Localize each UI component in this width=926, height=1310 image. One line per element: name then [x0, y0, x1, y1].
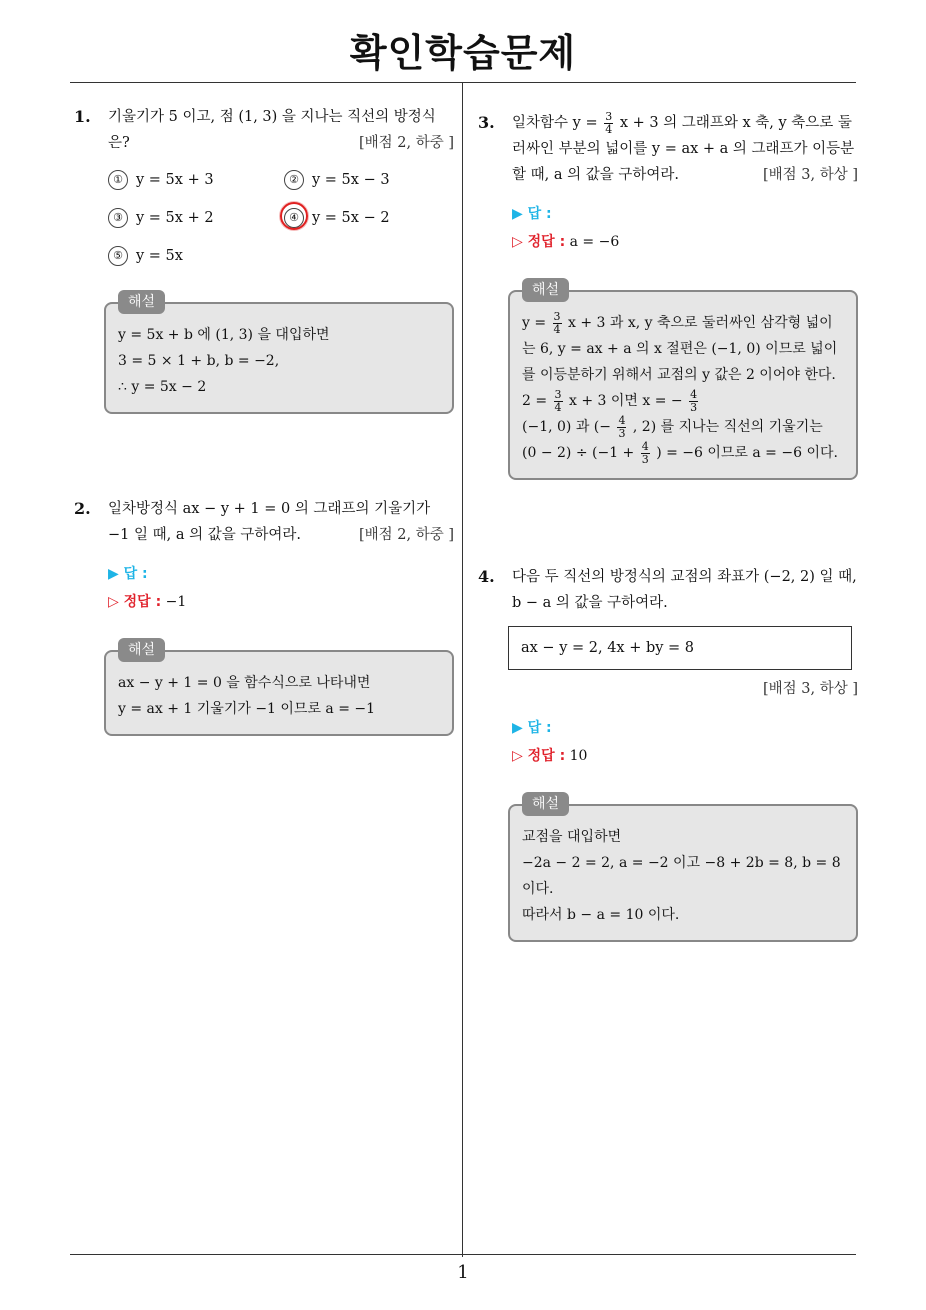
solution-box: [508, 282, 858, 480]
solution-line: 교점을 대입하면: [522, 829, 622, 845]
answer-area: [108, 560, 454, 616]
choice-3[interactable]: [108, 206, 284, 230]
solution-line: ax − y + 1 = 0 을 함수식으로 나타내면: [118, 675, 371, 691]
choice-text: y = 5x − 3: [312, 172, 390, 188]
solution-tab: 해설: [118, 638, 165, 662]
solution-box: [508, 796, 858, 942]
choice-number: ④: [284, 208, 304, 228]
choice-list: [108, 168, 454, 268]
answer-label: ▶ 답 :: [512, 206, 552, 222]
question-1: [74, 104, 454, 414]
top-rule: [70, 82, 856, 83]
question-number: 4.: [478, 567, 495, 586]
correct-value: a = −6: [569, 234, 620, 250]
solution-line: y = ax + 1 기울기가 −1 이므로 a = −1: [118, 701, 376, 717]
solution-line: 2 = $\frac{3}{4}$ x + 3 이면 x = − $\frac{4}{3}$: [522, 387, 698, 414]
question-text: 다음 두 직선의 방정식의 교점의 좌표가 (−2, 2) 일 때, b − a 의 값을 구하여라.: [512, 569, 857, 611]
correct-label: ▷ 정답 :: [512, 234, 566, 250]
question-2: [74, 496, 454, 736]
answer-area: [512, 200, 858, 256]
choice-2[interactable]: [284, 168, 460, 192]
solution-line: −2a − 2 = 2, a = −2 이고 −8 + 2b = 8, b = 8: [522, 855, 841, 871]
choice-number: ②: [284, 170, 304, 190]
question-number: 1.: [74, 107, 91, 126]
score-meta: [배점 2, 하중 ]: [358, 527, 454, 543]
question-text: 기울기가 5 이고, 점 (1, 3) 을 지나는 직선의 방정식은?: [108, 109, 436, 151]
choice-1[interactable]: [108, 168, 284, 192]
correct-label: ▷ 정답 :: [512, 748, 566, 764]
solution-line: y = 5x + b 에 (1, 3) 을 대입하면: [118, 327, 330, 343]
correct-answer-mark-icon: [280, 202, 308, 230]
question-number: 3.: [478, 113, 495, 132]
score-meta: [배점 3, 하상 ]: [762, 167, 858, 183]
correct-value: 10: [569, 748, 588, 764]
correct-label: ▷ 정답 :: [108, 594, 162, 610]
solution-tab: 해설: [522, 278, 569, 302]
choice-text: y = 5x: [136, 248, 183, 264]
right-column: [478, 110, 858, 942]
question-text: 일차방정식 ax − y + 1 = 0 의 그래프의 기울기가 −1 일 때, a 의 값을 구하여라.: [108, 501, 431, 543]
solution-line: 따라서 b − a = 10 이다.: [522, 907, 680, 923]
left-column: [74, 104, 454, 736]
score-meta: [배점 3, 하상 ]: [762, 681, 858, 697]
solution-box: [104, 642, 454, 736]
equation-box: ax − y = 2, 4x + by = 8: [508, 626, 852, 670]
fraction: $\frac{3}{4}$: [605, 109, 613, 136]
column-divider: [462, 82, 463, 1257]
solution-line: (0 − 2) ÷ (−1 + $\frac{4}{3}$ ) = −6 이므로 a = −6 이다.: [522, 439, 838, 466]
solution-box: [104, 294, 454, 414]
page-number: 1: [457, 1262, 469, 1283]
solution-tab: 해설: [118, 290, 165, 314]
score-meta: [배점 2, 하중 ]: [358, 135, 454, 151]
bottom-rule: [70, 1254, 856, 1255]
solution-line: (−1, 0) 과 (− $\frac{4}{3}$ , 2) 를 지나는 직선의 기울기는: [522, 413, 823, 440]
question-text-b: x + 3 의 그래프와 x 축, y 축으로 둘러싸인 부분의 넓이를 y = ax + a 의 그래프가 이등분할 때, a 의 값을 구하여라.: [512, 115, 855, 183]
choice-text: y = 5x + 2: [136, 210, 214, 226]
question-number: 2.: [74, 499, 91, 518]
choice-number: ①: [108, 170, 128, 190]
answer-area: [512, 714, 858, 770]
choice-text: y = 5x + 3: [136, 172, 214, 188]
solution-tab: 해설: [522, 792, 569, 816]
question-text-a: 일차함수 y =: [512, 115, 598, 131]
answer-label: ▶ 답 :: [512, 720, 552, 736]
choice-number: ③: [108, 208, 128, 228]
solution-line: 3 = 5 × 1 + b, b = −2,: [118, 353, 280, 369]
page-title: 확인학습문제: [349, 31, 577, 75]
solution-line: ∴ y = 5x − 2: [118, 379, 207, 395]
question-3: [478, 110, 858, 480]
choice-text: y = 5x − 2: [312, 210, 390, 226]
question-4: [478, 564, 858, 942]
solution-line: y = $\frac{3}{4}$ x + 3 과 x, y 축으로 둘러싸인 삼각형 넓이는 6, y = ax + a 의 x 절편은 (−1, 0) 이므로 넓이를 이등분하기 위해서 교점의 y 값은 2 이어야 한다.: [522, 309, 838, 383]
solution-line: 이다.: [522, 881, 554, 897]
answer-label: ▶ 답 :: [108, 566, 148, 582]
choice-4[interactable]: [284, 206, 460, 230]
choice-number: ⑤: [108, 246, 128, 266]
correct-value: −1: [165, 594, 187, 610]
choice-5[interactable]: [108, 244, 284, 268]
